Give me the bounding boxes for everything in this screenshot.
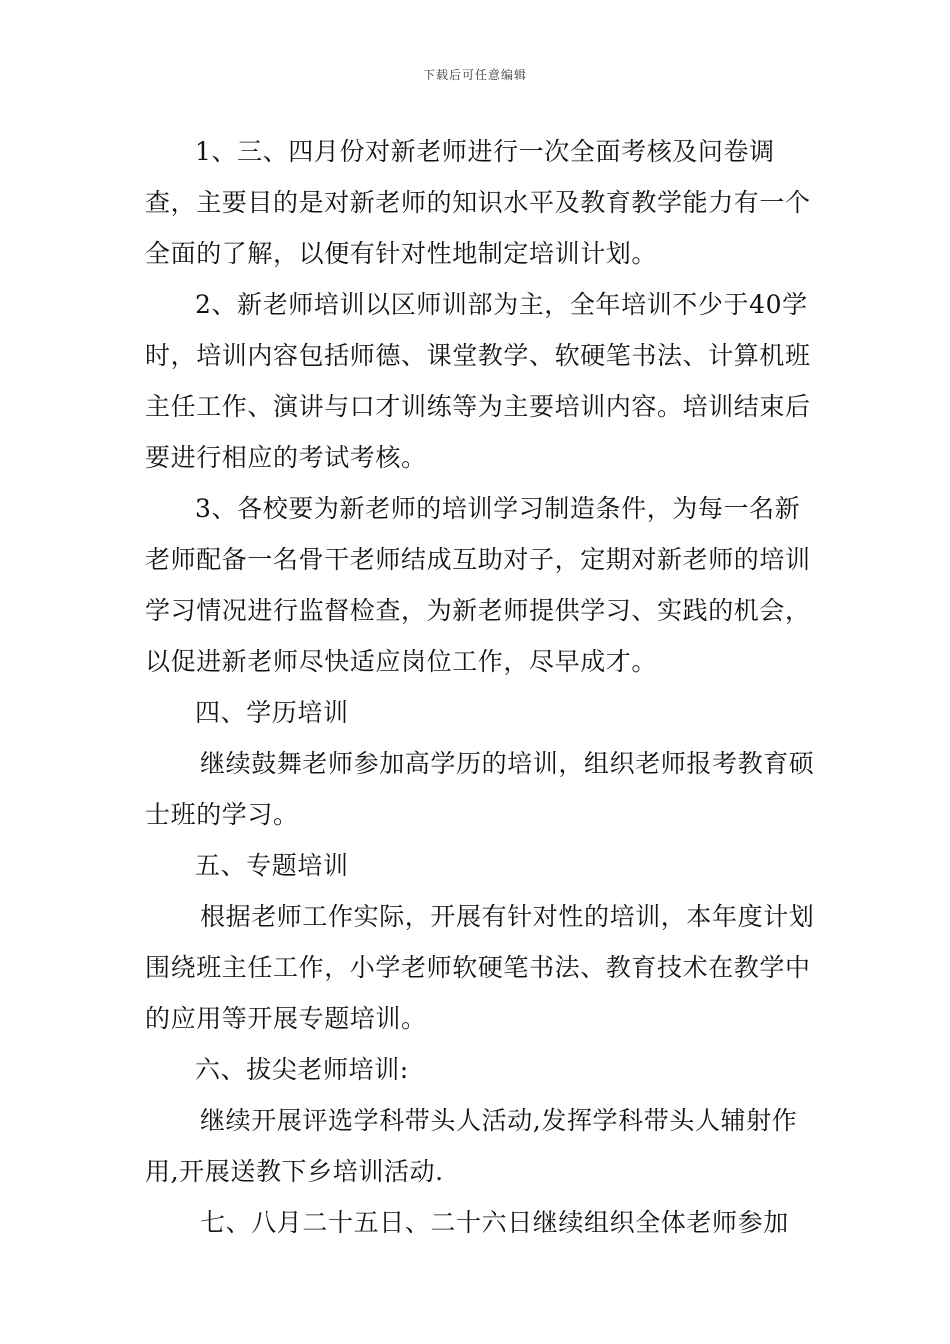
page-header-note: 下载后可任意编辑 bbox=[422, 68, 527, 82]
section-heading-education: 四、学历培训 bbox=[195, 698, 349, 727]
paragraph-item-3: 3、各校要为新老师的培训学习制造条件，为每一名新老师配备一名骨干老师结成互助对子，定期对新老师的培训学习情况进行监督检查，为新老师提供学习、实践的机会，以促进新老师尽快适应岗位工作，尽早成才。 bbox=[145, 494, 811, 676]
paragraph-item-2: 2、新老师培训以区师训部为主，全年培训不少于40学时，培训内容包括师德、课堂教学、软硬笔书法、计算机班主任工作、演讲与口才训练等为主要培训内容。培训结束后要进行相应的考试考核。 bbox=[145, 290, 811, 472]
section-heading-topic-training: 五、专题培训 bbox=[195, 851, 349, 880]
paragraph-item-1: 1、三、四月份对新老师进行一次全面考核及问卷调查，主要目的是对新老师的知识水平及教育教学能力有一个全面的了解，以便有针对性地制定培训计划。 bbox=[145, 137, 811, 268]
paragraph-education: 继续鼓舞老师参加高学历的培训，组织老师报考教育硕士班的学习。 bbox=[145, 749, 815, 829]
document-body bbox=[145, 126, 815, 1248]
paragraph-topic-training: 根据老师工作实际，开展有针对性的培训，本年度计划围绕班主任工作，小学老师软硬笔书法、教育技术在教学中的应用等开展专题培训。 bbox=[145, 902, 815, 1033]
section-heading-top-teacher: 六、拔尖老师培训: bbox=[195, 1055, 409, 1084]
paragraph-section-seven: 七、八月二十五日、二十六日继续组织全体老师参加 bbox=[200, 1208, 789, 1237]
paragraph-top-teacher: 继续开展评选学科带头人活动,发挥学科带头人辅射作用,开展送教下乡培训活动. bbox=[145, 1106, 798, 1186]
